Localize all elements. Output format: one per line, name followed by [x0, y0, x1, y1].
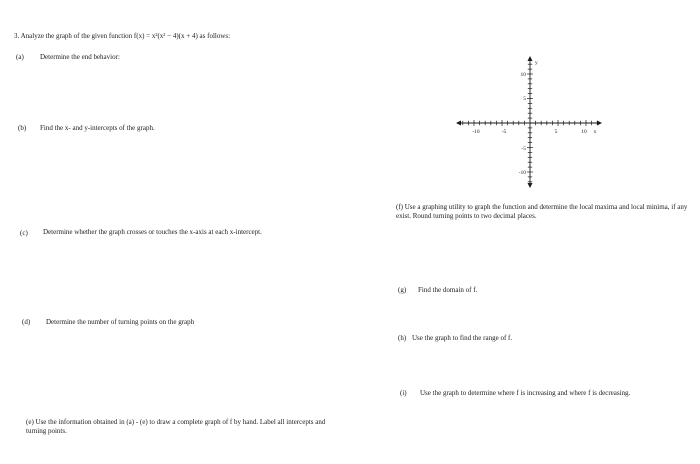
- part-h-label: (h): [398, 334, 407, 342]
- y-axis-arrow-down: [528, 183, 533, 188]
- part-f-label: (f): [396, 203, 403, 211]
- part-c-label: (c): [20, 229, 28, 237]
- part-b-label: (b): [18, 124, 27, 132]
- part-b-text: Find the x- and y-intercepts of the graph.: [40, 124, 155, 132]
- x-tick-label-10: 10: [581, 129, 587, 135]
- part-f-body: Use a graphing utility to graph the function and determine the local maxima and local minima, if any exist. Round turning points to two decimal places.: [396, 203, 688, 220]
- x-tick-label-neg10: -10: [472, 129, 480, 135]
- part-a-text: Determine the end behavior:: [40, 53, 120, 61]
- x-tick-label-neg5: -5: [501, 129, 507, 135]
- y-axis-arrow-up: [528, 56, 533, 61]
- part-f-text: [396, 203, 688, 221]
- x-axis-arrow-left: [456, 121, 461, 126]
- x-axis-label: x: [593, 129, 597, 135]
- y-tick-label-10: 10: [520, 72, 526, 78]
- part-e-label: (e): [26, 418, 34, 426]
- y-tick-label-neg10: -10: [518, 170, 526, 176]
- y-tick-label-5: 5: [523, 96, 526, 102]
- part-c-text: Determine whether the graph crosses or touches the x-axis at each x-intercept.: [43, 228, 262, 236]
- x-axis-arrow-right: [597, 121, 602, 126]
- coordinate-grid[interactable]: [455, 55, 605, 190]
- part-e-body: Use the information obtained in (a) - (e) to draw a complete graph of f by hand. Label all intercepts and turning points.: [26, 418, 326, 435]
- part-i-label: (i): [400, 389, 407, 397]
- part-g-label: (g): [398, 286, 407, 294]
- part-d-text: Determine the number of turning points on the graph: [46, 318, 195, 326]
- y-axis-label: y: [535, 60, 538, 66]
- part-a-label: (a): [16, 53, 24, 61]
- coordinate-grid-svg: [455, 55, 605, 190]
- x-tick-label-5: 5: [554, 129, 558, 135]
- y-tick-label-neg5: -5: [521, 146, 526, 152]
- part-d-label: (d): [22, 318, 31, 326]
- problem-statement: 3. Analyze the graph of the given function f(x) = x²(x² − 4)(x + 4) as follows:: [14, 32, 231, 40]
- part-e-text: [26, 418, 326, 436]
- part-g-text: Find the domain of f.: [418, 286, 478, 294]
- part-i-text: Use the graph to determine where f is increasing and where f is decreasing.: [420, 389, 631, 397]
- part-h-text: Use the graph to find the range of f.: [412, 334, 513, 342]
